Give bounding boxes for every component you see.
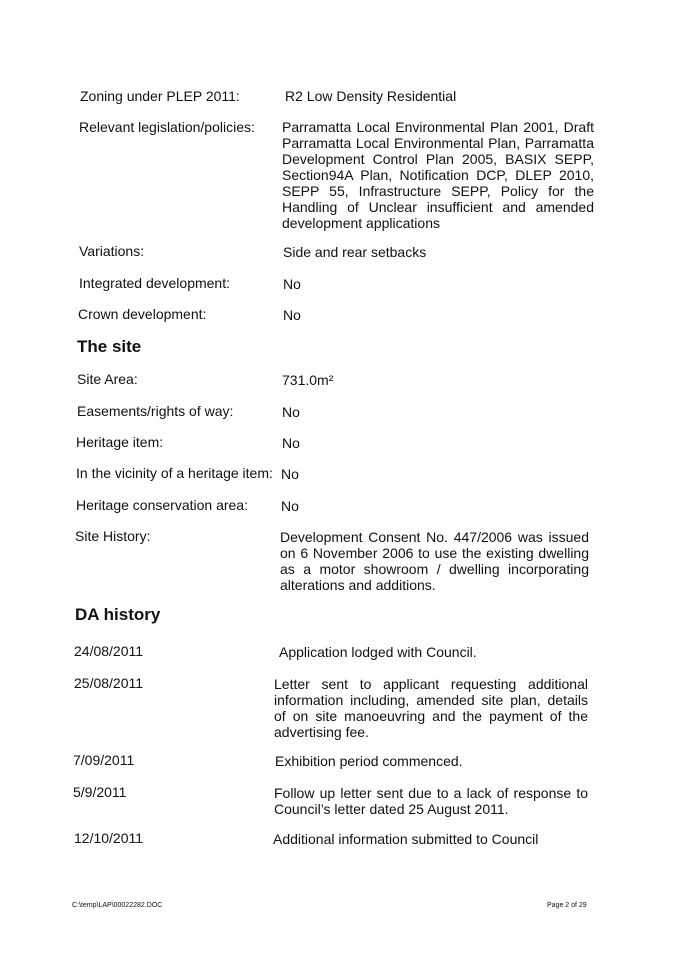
heritage-label: Heritage item: (76, 434, 164, 450)
integrated-value: No (283, 276, 301, 292)
variations-value: Side and rear setbacks (283, 244, 427, 260)
conservation-label: Heritage conservation area: (76, 497, 248, 513)
history-text: Exhibition period commenced. (275, 753, 463, 769)
history-label: Site History: (75, 528, 151, 544)
history-text: Additional information submitted to Council (273, 831, 539, 847)
footer-page-number: Page 2 of 29 (547, 902, 587, 909)
history-text: Letter sent to applicant requesting additional information including, amended site plan, details of on site manoeuvring and the payment of the advertising fee. (274, 676, 588, 740)
history-date: 24/08/2011 (74, 643, 144, 659)
integrated-label: Integrated development: (79, 275, 230, 291)
history-text: Application lodged with Council. (279, 644, 477, 660)
history-text: Follow up letter sent due to a lack of response to Council’s letter dated 25 August 2011. (274, 785, 588, 817)
easements-label: Easements/rights of way: (77, 403, 234, 419)
history-value: Development Consent No. 447/2006 was issued on 6 November 2006 to use the existing dwelling as a motor showroom / dwelling incorporating alterations and additions. (280, 529, 589, 593)
da-history-heading: DA history (75, 605, 161, 624)
site-area-value: 731.0m² (282, 372, 334, 388)
history-date: 12/10/2011 (74, 830, 144, 846)
history-date: 25/08/2011 (74, 675, 144, 691)
site-heading: The site (77, 337, 142, 356)
easements-value: No (282, 404, 300, 420)
history-date: 5/9/2011 (73, 784, 127, 800)
legislation-value: Parramatta Local Environmental Plan 2001, Draft Parramatta Local Environmental Plan, Parramatta Development Control Plan 2005, BASIX SEPP, Section94A Plan, Notification DCP, DLEP 2010, SEPP 55, Infrastructure SEPP, Policy for the Handling of Unclear insufficient and amended development applications (282, 119, 594, 231)
zoning-value: R2 Low Density Residential (285, 88, 457, 104)
site-area-label: Site Area: (77, 371, 138, 387)
zoning-label: Zoning under PLEP 2011: (80, 88, 240, 104)
vicinity-value: No (281, 466, 299, 482)
crown-value: No (283, 307, 301, 323)
history-date: 7/09/2011 (73, 752, 135, 768)
variations-label: Variations: (79, 243, 145, 259)
crown-label: Crown development: (78, 306, 207, 322)
vicinity-label: In the vicinity of a heritage item: (76, 465, 273, 481)
heritage-value: No (282, 435, 300, 451)
footer-file-path: C:\temp\LAP\00022282.DOC (72, 902, 163, 909)
conservation-value: No (281, 498, 299, 514)
legislation-label: Relevant legislation/policies: (79, 119, 255, 135)
